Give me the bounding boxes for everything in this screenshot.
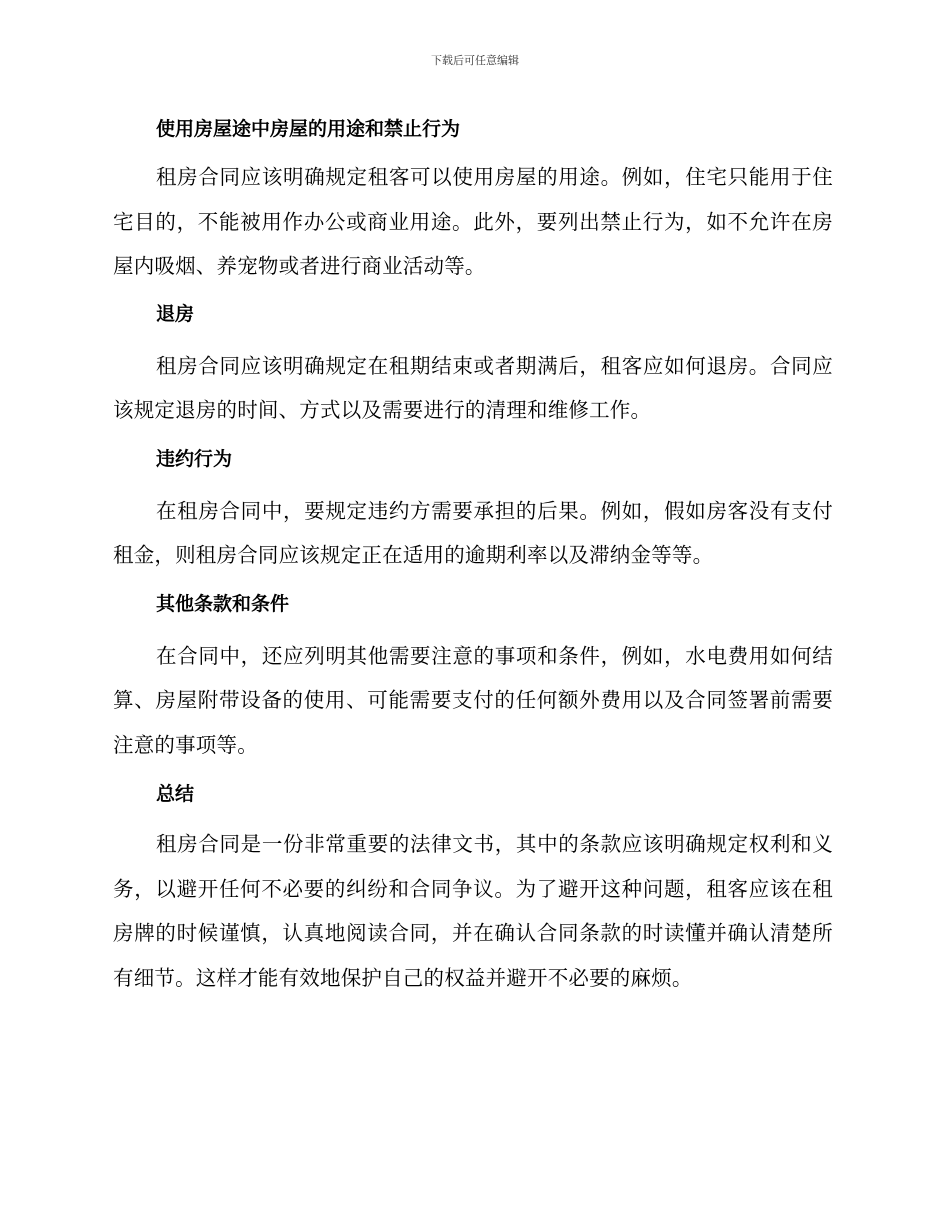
page-header-note: 下载后可任意编辑 bbox=[431, 54, 519, 67]
section-heading-usage: 使用房屋途中房屋的用途和禁止行为 bbox=[156, 118, 461, 140]
section-heading-checkout: 退房 bbox=[156, 302, 195, 325]
section-heading-other-terms: 其他条款和条件 bbox=[156, 592, 290, 615]
section-body-other-terms: 在合同中，还应列明其他需要注意的事项和条件，例如，水电费用如何结算、房屋附带设备的使用、可能需要支付的任何额外费用以及合同签署前需要注意的事项等。 bbox=[113, 643, 833, 757]
section-body-usage: 租房合同应该明确规定租客可以使用房屋的用途。例如，住宅只能用于住宅目的，不能被用作办公或商业用途。此外，要列出禁止行为，如不允许在房屋内吸烟、养宠物或者进行商业活动等。 bbox=[113, 165, 833, 278]
section-heading-breach: 违约行为 bbox=[156, 447, 233, 470]
section-body-checkout: 租房合同应该明确规定在租期结束或者期满后，租客应如何退房。合同应该规定退房的时间、方式以及需要进行的清理和维修工作。 bbox=[113, 353, 833, 422]
document-body bbox=[113, 113, 833, 1000]
section-heading-summary: 总结 bbox=[156, 783, 195, 805]
section-body-summary: 租房合同是一份非常重要的法律文书，其中的条款应该明确规定权利和义务，以避开任何不必要的纠纷和合同争议。为了避开这种问题，租客应该在租房牌的时候谨慎，认真地阅读合同，并在确认合同条款的时读懂并确认清楚所有细节。这样才能有效地保护自己的权益并避开不必要的麻烦。 bbox=[113, 832, 833, 990]
section-body-breach: 在租房合同中，要规定违约方需要承担的后果。例如，假如房客没有支付租金，则租房合同应该规定正在适用的逾期利率以及滞纳金等等。 bbox=[113, 498, 833, 567]
